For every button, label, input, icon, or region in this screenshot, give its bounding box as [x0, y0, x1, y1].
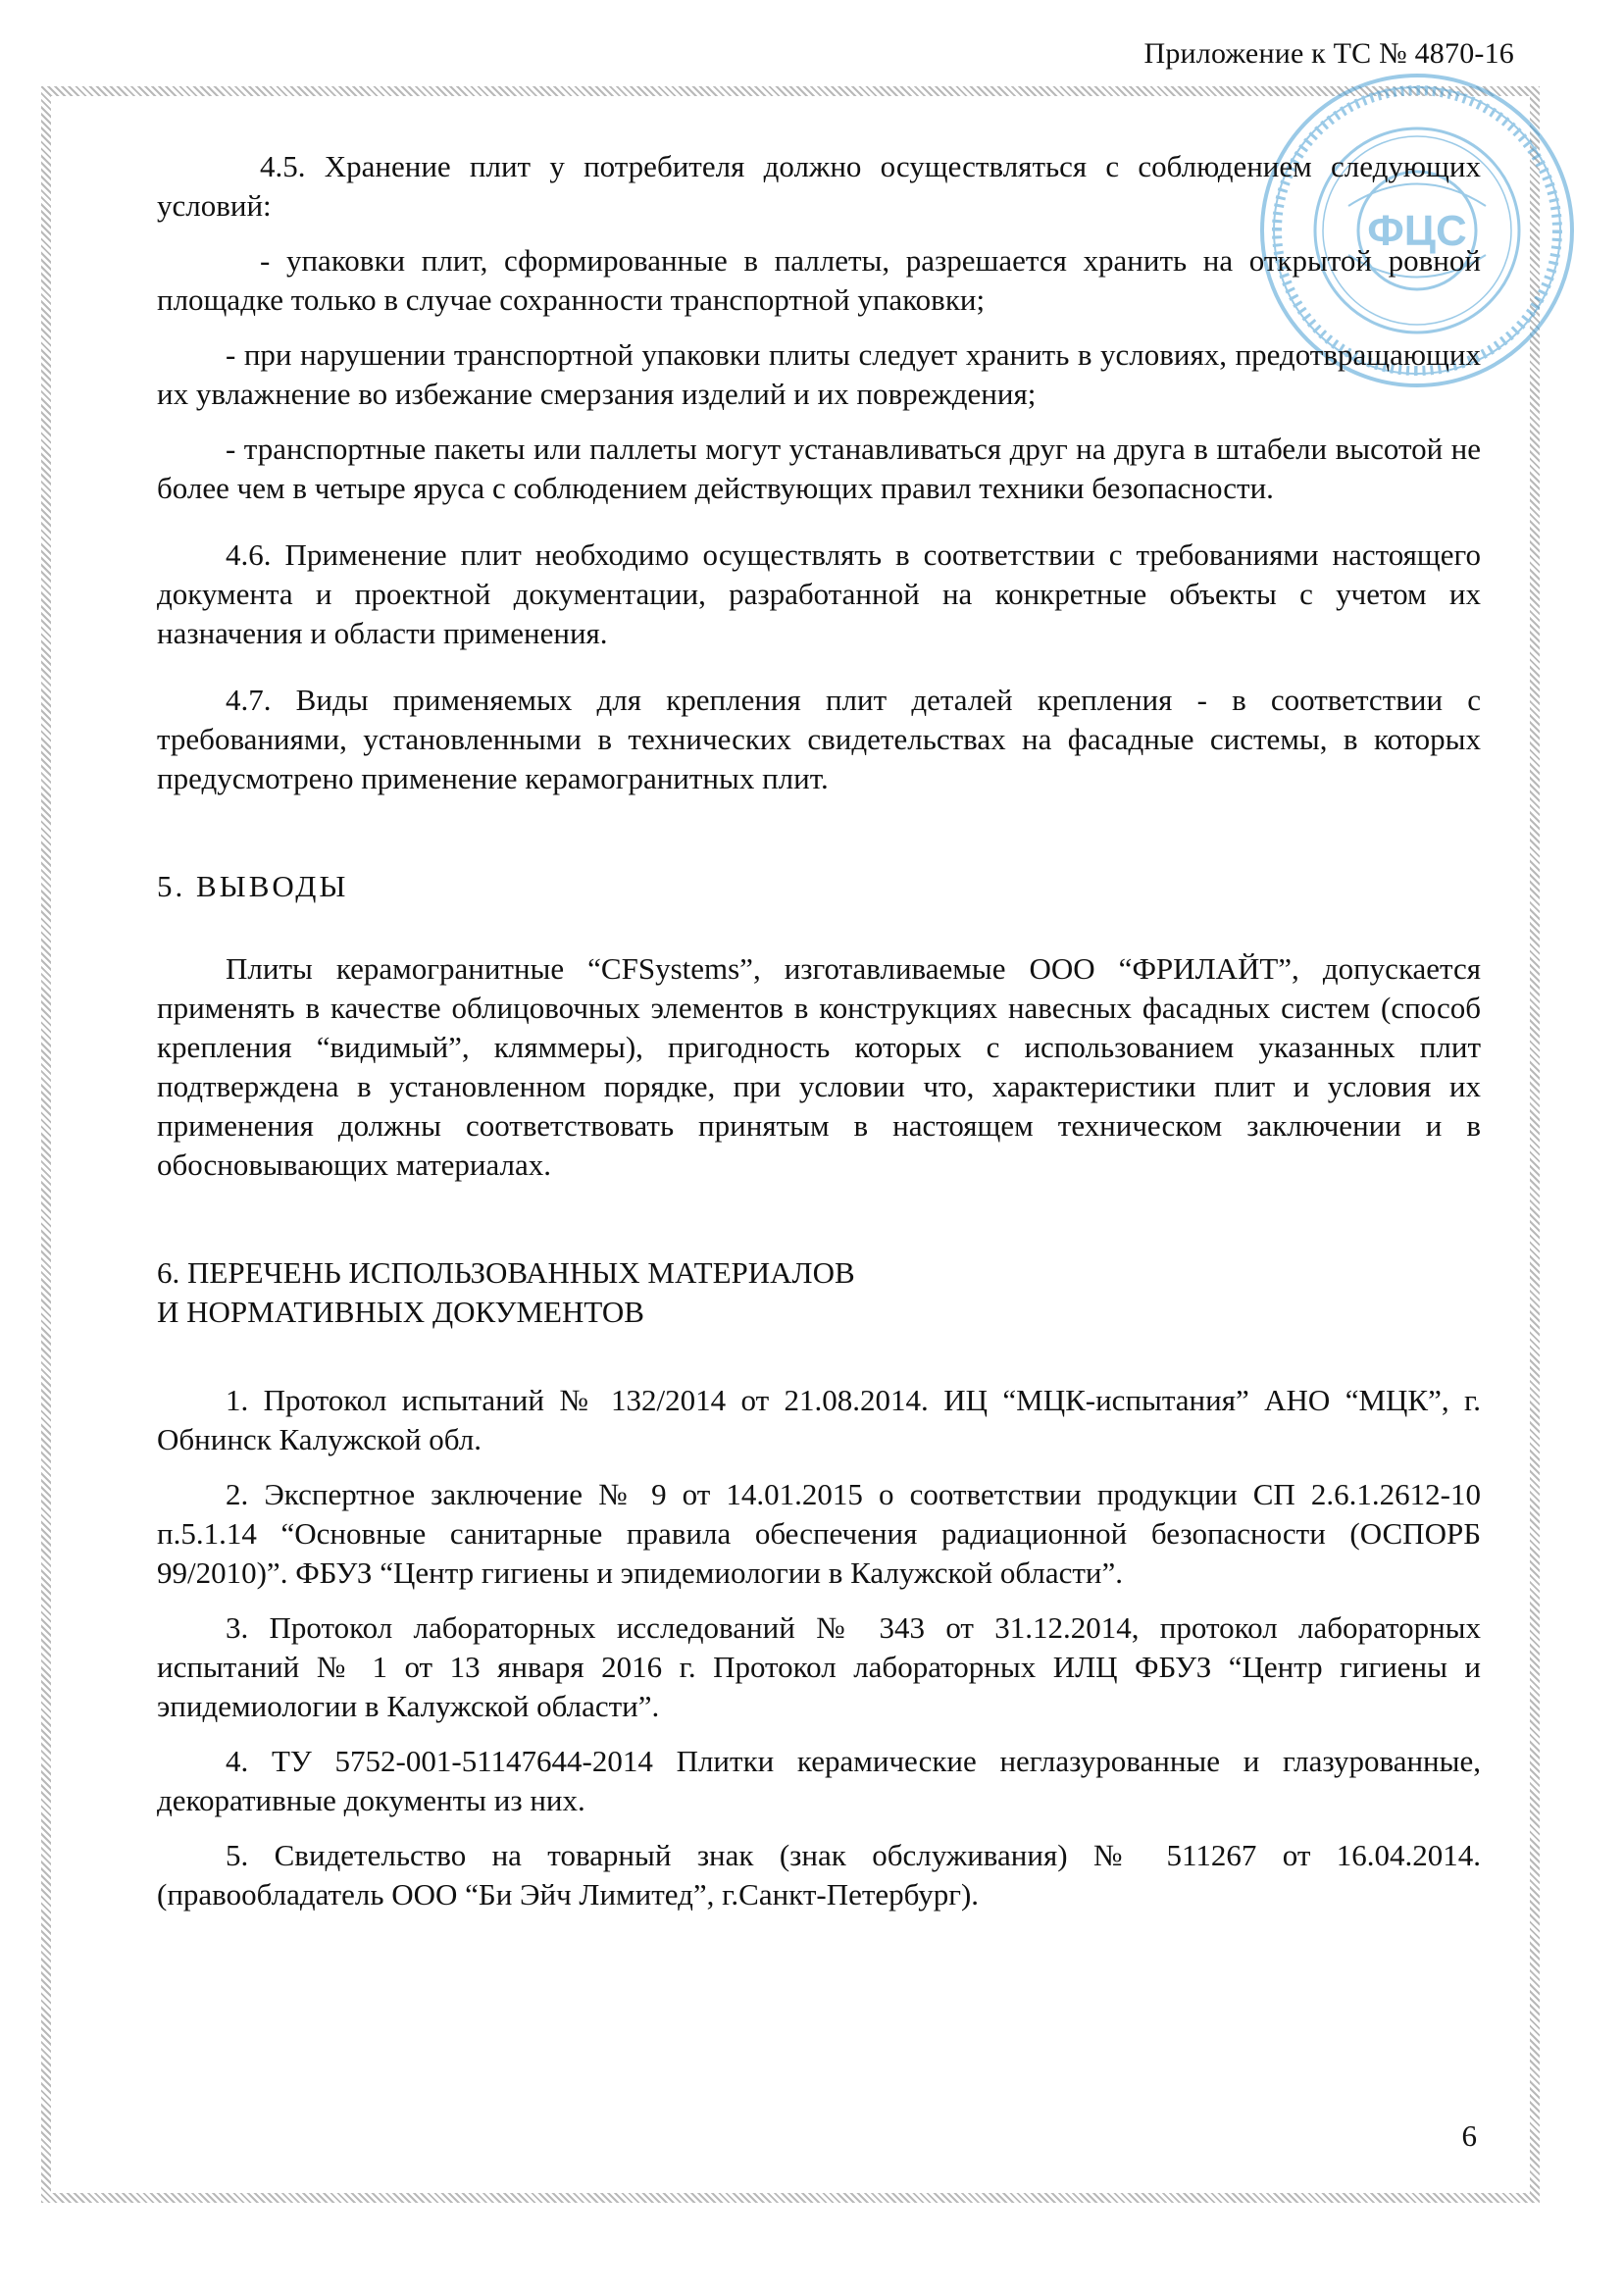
section-6-title-line-1: 6. ПЕРЕЧЕНЬ ИСПОЛЬЗОВАННЫХ МАТЕРИАЛОВ [157, 1255, 855, 1290]
section-5-conclusion: Плиты керамогранитные “CFSystems”, изготавливаемые ООО “ФРИЛАЙТ”, допускается применять в качестве облицовочных элементов в конструкциях навесных фасадных систем (способ крепления “видимый”, кляммеры), пригодность которых с использованием указанных плит подтверждена в установленном порядке, при условии что, характеристики плит и условия их применения должны соответствовать принятым в настоящем техническом заключении и в обосновывающих материалах. [157, 951, 1481, 1182]
paragraph-4-5-item-2: - при нарушении транспортной упаковки плиты следует хранить в условиях, предотвращающих их увлажнение во избежание смерзания изделий и их повреждения; [157, 337, 1481, 411]
paragraph-4-5-item-3: - транспортные пакеты или паллеты могут устанавливаться друг на друга в штабели высотой не более чем в четыре яруса с соблюдением действующих правил техники безопасности. [157, 432, 1481, 505]
paragraph-4-6: 4.6. Применение плит необходимо осуществлять в соответствии с требованиями настоящего документа и проектной документации, разработанной на конкретные объекты с учетом их назначения и области применения. [157, 537, 1481, 650]
paragraph-4-5: 4.5. Хранение плит у потребителя должно осуществляться с соблюдением следующих условий: [157, 149, 1481, 223]
stamp-text: ФЦС [1367, 207, 1467, 255]
paragraph-4-5-item-1: - упаковки плит, сформированные в паллеты, разрешается хранить на открытой ровной площадке только в случае сохранности транспортной упаковки; [157, 243, 1481, 317]
page-number: 6 [1461, 2118, 1477, 2153]
reference-item-4: 4. ТУ 5752-001-51147644-2014 Плитки керамические неглазурованные и глазурованные, декоративные документы из них. [157, 1744, 1481, 1817]
reference-item-1: 1. Протокол испытаний № 132/2014 от 21.08.2014. ИЦ “МЦК-испытания” АНО “МЦК”, г. Обнинск Калужской обл. [157, 1383, 1481, 1456]
paragraph-4-7: 4.7. Виды применяемых для крепления плит деталей крепления - в соответствии с требованиями, установленными в технических свидетельствах на фасадные системы, в которых предусмотрено применение керамогранитных плит. [157, 683, 1481, 795]
reference-item-2: 2. Экспертное заключение № 9 от 14.01.2015 о соответствии продукции СП 2.6.1.2612-10 п.5.1.14 “Основные санитарные правила обеспечения радиационной безопасности (ОСПОРБ 99/2010)”. ФБУЗ “Центр гигиены и эпидемиологии в Калужской области”. [157, 1477, 1481, 1590]
document-body [157, 147, 1481, 1914]
appendix-reference: Приложение к ТС № 4870-16 [1143, 37, 1514, 70]
reference-item-5: 5. Свидетельство на товарный знак (знак обслуживания) № 511267 от 16.04.2014. (правообладатель ООО “Би Эйч Лимитед”, г.Санкт-Петербург). [157, 1838, 1481, 1912]
section-6-title-line-2: И НОРМАТИВНЫХ ДОКУМЕНТОВ [157, 1295, 644, 1329]
reference-item-3: 3. Протокол лабораторных исследований № 343 от 31.12.2014, протокол лабораторных испытаний № 1 от 13 января 2016 г. Протокол лабораторных ИЛЦ ФБУЗ “Центр гигиены и эпидемиологии в Калужской области”. [157, 1610, 1481, 1723]
section-5-title: 5. ВЫВОДЫ [157, 869, 349, 903]
